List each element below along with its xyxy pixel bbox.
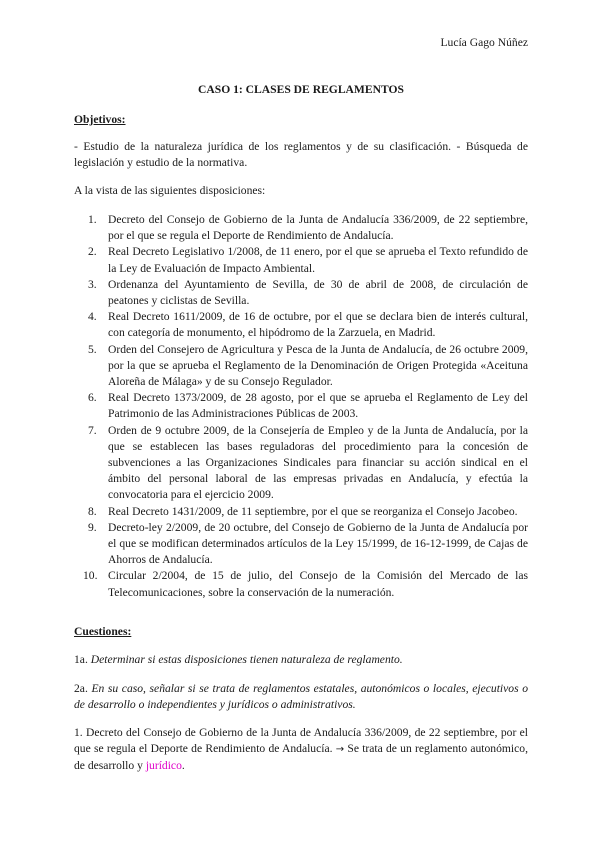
answer-1-end: . (181, 759, 185, 773)
answer-1-conclusion: Se trata de un reglamento autonómico, de desarrollo y (74, 742, 528, 773)
list-item-number: 1. (88, 213, 97, 226)
list-item-number: 4. (88, 310, 97, 324)
list-item-text: Decreto-ley 2/2009, de 20 octubre, del Consejo de Gobierno de la Junta de Andalucía por el que se modifican determinados artículos de la Ley 15/1999, de 16-12-1999, de Cajas de Ahorros de Andalucía. (108, 520, 528, 567)
question-2-text: En su caso, señalar si se trata de reglamentos estatales, autonómicos o locales, ejecutivos o de desarrollo o independientes y jurídicos o administrativos. (74, 682, 528, 712)
objectives-text: - Estudio de la naturaleza jurídica de los reglamentos y de su clasificación. - Búsqueda de legislación y estudio de la normativa. (74, 140, 528, 170)
questions-heading (74, 624, 528, 640)
question-2 (74, 681, 528, 713)
list-item-number: 2. (88, 245, 97, 259)
question-1-text: Determinar si estas disposiciones tienen naturaleza de reglamento. (90, 653, 403, 666)
arrow-right-icon: → (335, 744, 345, 756)
question-1 (74, 652, 528, 668)
list-item-text: Real Decreto 1373/2009, de 28 agosto, por el que se aprueba el Reglamento de Ley del Patrimonio de las Administraciones Públicas de 2003. (108, 391, 528, 421)
list-item (74, 504, 528, 520)
answer-1-text: 1. Decreto del Consejo de Gobierno de la Junta de Andalucía 336/2009, de 22 septiembre, por el que se regula el Deporte de Rendimiento de Andalucía. (74, 726, 528, 756)
list-item (74, 520, 528, 569)
document-title: CASO 1: CLASES DE REGLAMENTOS (198, 83, 404, 96)
objectives-heading (74, 112, 528, 128)
list-item-number: 6. (88, 391, 97, 405)
question-1-prefix: 1a. (74, 653, 88, 666)
intro-text: A la vista de las siguientes disposiciones: (74, 184, 266, 197)
author-name: Lucía Gago Núñez (440, 36, 528, 49)
list-item-number: 8. (88, 504, 97, 518)
question-2-prefix: 2a. (74, 682, 88, 695)
list-item (74, 212, 528, 244)
list-item (74, 244, 528, 276)
list-item-text: Circular 2/2004, de 15 de julio, del Consejo de la Comisión del Mercado de las Telecomunicaciones, sobre la conservación de la numeración. (108, 569, 528, 599)
questions-heading-text: Cuestiones: (74, 625, 132, 638)
list-item (74, 390, 528, 422)
list-item (74, 309, 528, 341)
objectives-heading-text: Objetivos: (74, 113, 126, 126)
list-item-text: Orden de 9 octubre 2009, de la Consejería de Empleo y de la Junta de Andalucía, por la que se establecen las bases reguladoras del procedimiento para la concesión de subvenciones a las Organizaciones Sindicales para financiar su acción sindical en el ámbito del personal laboral de las empresas privadas en Andalucía, y efectúa la convocatoria para el ejercicio 2009. (108, 423, 528, 502)
list-item-number: 3. (88, 277, 97, 291)
list-item-text: Real Decreto Legislativo 1/2008, de 11 enero, por el que se aprueba el Texto refundido de la Ley de Evaluación de Impacto Ambiental. (108, 245, 528, 275)
list-item-number: 5. (88, 342, 97, 356)
list-item-number: 7. (88, 423, 97, 437)
answer-1-highlight: jurídico (145, 759, 182, 773)
list-item-text: Orden del Consejero de Agricultura y Pesca de la Junta de Andalucía, de 26 octubre 2009, por la que se aprueba el Reglamento de la Denominación de Origen Protegida «Aceituna Aloreña de Málaga» y de su Consejo Regulador. (108, 342, 528, 389)
list-item-text: Real Decreto 1431/2009, de 11 septiembre, por el que se reorganiza el Consejo Jacobeo. (108, 504, 518, 518)
list-item (74, 423, 528, 504)
list-item (74, 342, 528, 391)
list-item (74, 277, 528, 309)
list-item-text: Decreto del Consejo de Gobierno de la Junta de Andalucía 336/2009, de 22 septiembre, por el que se regula el Deporte de Rendimiento de Andalucía. (108, 213, 528, 243)
list-item-number: 10. (83, 569, 98, 583)
list-item (74, 568, 528, 600)
answer-1 (74, 725, 528, 775)
provisions-list (74, 212, 528, 601)
list-item-text: Ordenanza del Ayuntamiento de Sevilla, de 30 de abril de 2008, de circulación de peatones y ciclistas de Sevilla. (108, 277, 528, 308)
list-item-number: 9. (88, 520, 97, 534)
list-item-text: Real Decreto 1611/2009, de 16 de octubre, por el que se declara bien de interés cultural, con categoría de monumento, el hipódromo de la Zarzuela, en Madrid. (108, 310, 528, 340)
